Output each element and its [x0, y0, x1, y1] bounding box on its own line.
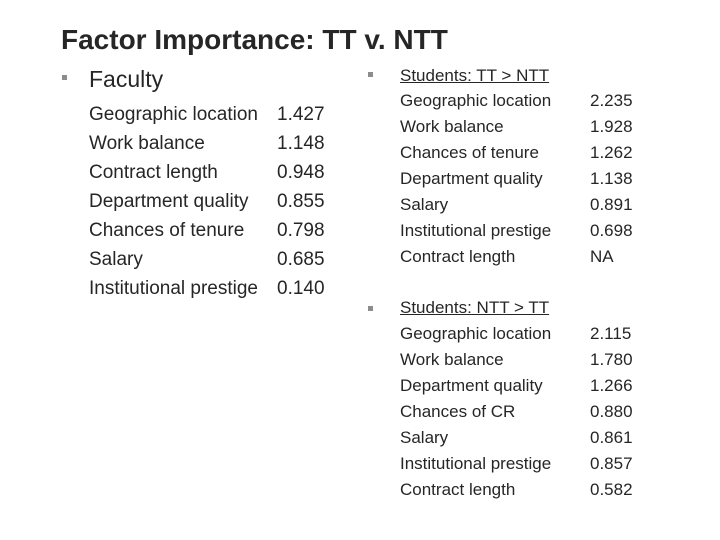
factor-label: Salary	[400, 428, 449, 447]
factor-label: Chances of CR	[400, 402, 516, 421]
faculty-heading: Faculty	[89, 66, 164, 92]
factor-value: NA	[590, 247, 614, 266]
factor-value: 0.880	[590, 402, 633, 421]
factor-label: Work balance	[400, 117, 504, 136]
factor-label: Work balance	[89, 133, 205, 154]
factor-value: 1.427	[277, 104, 325, 125]
factor-value: 1.148	[277, 133, 325, 154]
factor-label: Department quality	[400, 169, 543, 188]
factor-label: Department quality	[89, 191, 249, 212]
factor-value: 0.861	[590, 428, 633, 447]
factor-label: Geographic location	[89, 104, 258, 125]
factor-value: 0.798	[277, 220, 325, 241]
factor-value: 1.266	[590, 376, 633, 395]
bullet-icon	[368, 72, 373, 77]
students-tt-heading: Students: TT > NTT	[400, 66, 550, 85]
factor-label: Contract length	[400, 247, 516, 266]
bullet-icon	[62, 75, 67, 80]
factor-label: Department quality	[400, 376, 543, 395]
factor-label: Contract length	[89, 162, 218, 183]
slide-title: Factor Importance: TT v. NTT	[61, 24, 448, 55]
factor-label: Contract length	[400, 480, 516, 499]
factor-value: 2.235	[590, 91, 633, 110]
factor-label: Geographic location	[400, 91, 552, 110]
factor-value: 0.855	[277, 191, 325, 212]
factor-label: Institutional prestige	[400, 454, 552, 473]
factor-label: Institutional prestige	[89, 278, 258, 299]
factor-label: Institutional prestige	[400, 221, 552, 240]
factor-label: Work balance	[400, 350, 504, 369]
students-ntt-heading: Students: NTT > TT	[400, 298, 550, 317]
factor-value: 1.780	[590, 350, 633, 369]
factor-value: 0.857	[590, 454, 633, 473]
factor-value: 0.685	[277, 249, 325, 270]
factor-label: Salary	[89, 249, 143, 270]
factor-label: Geographic location	[400, 324, 552, 343]
factor-value: 0.582	[590, 480, 633, 499]
factor-value: 0.698	[590, 221, 633, 240]
factor-value: 0.140	[277, 278, 325, 299]
factor-value: 1.262	[590, 143, 633, 162]
factor-value: 0.948	[277, 162, 325, 183]
factor-value: 0.891	[590, 195, 633, 214]
factor-value: 1.928	[590, 117, 633, 136]
bullet-icon	[368, 306, 373, 311]
factor-label: Chances of tenure	[89, 220, 245, 241]
factor-value: 1.138	[590, 169, 633, 188]
factor-label: Salary	[400, 195, 449, 214]
factor-label: Chances of tenure	[400, 143, 539, 162]
factor-value: 2.115	[590, 324, 632, 343]
